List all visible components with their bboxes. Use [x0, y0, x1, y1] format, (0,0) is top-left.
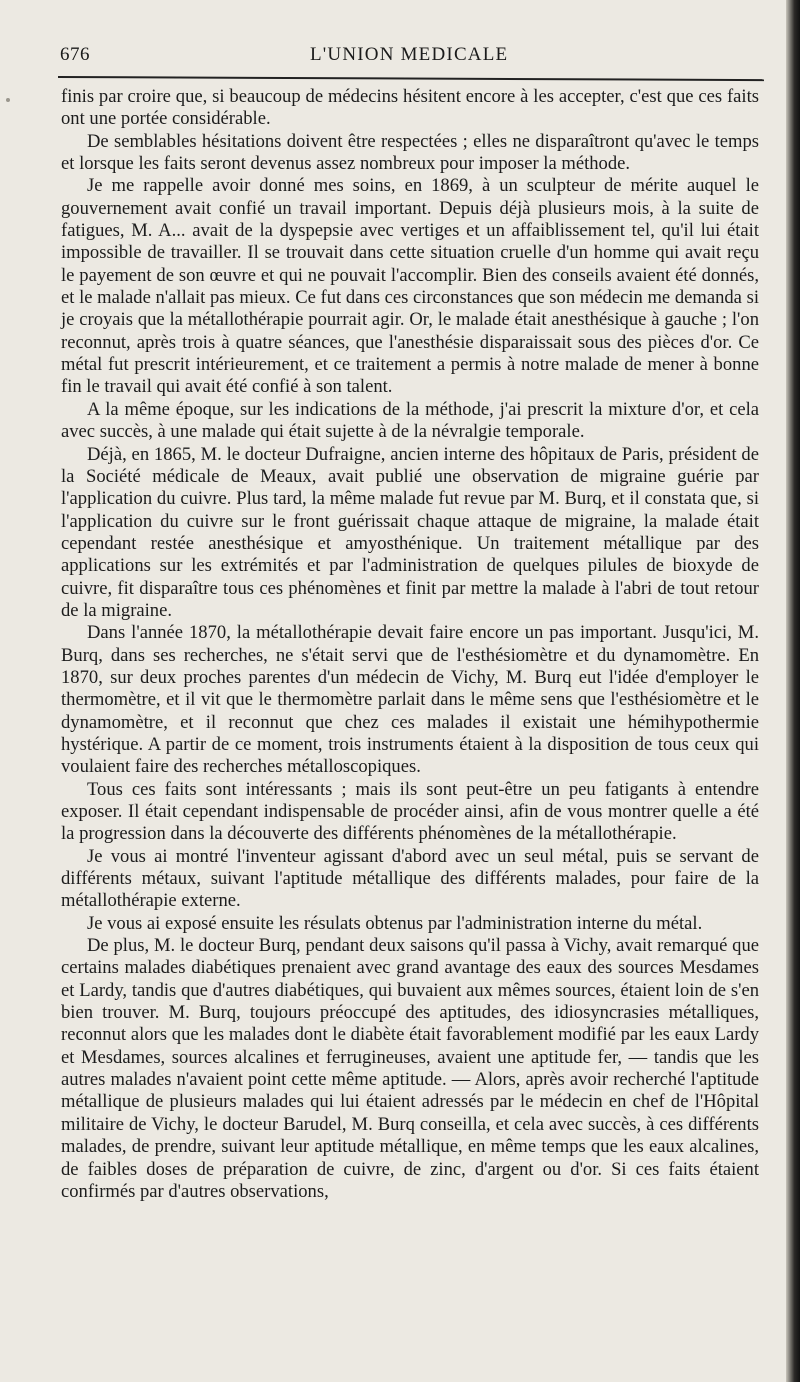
page-header: [58, 40, 768, 70]
paragraph: A la même époque, sur les indications de la méthode, j'ai prescrit la mixture d'or, et cela avec succès, à une malade qui était sujette à de la névralgie temporale.: [61, 398, 759, 443]
paragraph: De semblables hésitations doivent être respectées ; elles ne disparaîtront qu'avec le temps et lorsque les faits seront devenus assez nombreux pour imposer la méthode.: [61, 130, 759, 175]
paragraph: De plus, M. le docteur Burq, pendant deux saisons qu'il passa à Vichy, avait remarqué que certains malades diabétiques prenaient avec grand avantage des eaux des sources Mesdames et Lardy, tandis que d'autres diabétiques, qui buvaient aux mêmes sources, étaient loin de s'en bien trouver. M. Burq, toujours préoccupé des aptitudes, des idiosyncrasies métalliques, reconnut alors que les malades dont le diabète était favorablement modifié par les eaux Lardy et Mesdames, sources alcalines et ferrugineuses, avaient une aptitude fer, — tandis que les autres malades n'avaient point cette même aptitude. — Alors, après avoir recherché l'aptitude métallique de plusieurs malades qui lui étaient adressés par le médecin en chef de l'Hôpital militaire de Vichy, le docteur Barudel, M. Burq conseilla, et cela avec succès, à ces différents malades, de prendre, suivant leur aptitude métallique, en même temps que les eaux alcalines, de faibles doses de préparation de cuivre, de zinc, d'argent ou d'or. Si ces faits étaient confirmés par d'autres observations,: [61, 935, 759, 1202]
paragraph: Tous ces faits sont intéressants ; mais ils sont peut-être un peu fatigants à entendre exposer. Il était cependant indispensable de procéder ainsi, afin de vous montrer quelle a été la progression dans la découverte des différents phénomènes de la métallothérapie.: [61, 778, 759, 845]
header-rule: [58, 76, 764, 81]
paragraph: finis par croire que, si beaucoup de médecins hésitent encore à les accepter, c'est que ces faits ont une portée considérable.: [61, 86, 759, 130]
paragraph: Dans l'année 1870, la métallothérapie devait faire encore un pas important. Jusqu'ici, M. Burq, dans ses recherches, ne s'était servi que de l'esthésiomètre et du dynamomètre. En 1870, sur deux proches parentes d'un médecin de Vichy, M. Burq eut l'idée d'employer le thermomètre, et il vit que le thermomètre parlait dans le même sens que l'esthésiomètre et le dynamomètre, et il reconnut que chez ces malades il existait une hémihypothermie hystérique. A partir de ce moment, trois instruments étaient à la disposition de tous ceux qui voulaient faire des recherches métalloscopiques.: [61, 622, 759, 778]
paragraph: Je vous ai exposé ensuite les résulats obtenus par l'administration interne du métal.: [87, 912, 703, 934]
book-spine-edge: [786, 0, 800, 1382]
paragraph: Déjà, en 1865, M. le docteur Dufraigne, ancien interne des hôpitaux de Paris, président de la Société médicale de Meaux, avait publié une observation de migraine guérie par l'application du cuivre. Plus tard, la même malade fut revue par M. Burq, et il constata que, si l'application du cuivre sur le front guérissait chaque attaque de migraine, la malade était cependant restée anesthésique et amyosthénique. Un traitement métallique par des applications sur les extrémités et par l'administration de quelques pilules de bioxyde de cuivre, fit disparaître tous ces phénomènes et finit par mettre la malade à l'abri de tout retour de la migraine.: [61, 443, 759, 621]
body-text: [61, 86, 759, 1203]
page-blemish: [6, 98, 10, 102]
paragraph: Je vous ai montré l'inventeur agissant d'abord avec un seul métal, puis se servant de différents métaux, suivant l'aptitude métallique des différents malades, pour faire de la métallothérapie externe.: [61, 845, 759, 912]
running-title: L'UNION MEDICALE: [310, 44, 509, 65]
page-number: 676: [60, 44, 90, 65]
paragraph: Je me rappelle avoir donné mes soins, en 1869, à un sculpteur de mérite auquel le gouvernement avait confié un travail important. Depuis déjà plusieurs mois, à la suite de fatigues, M. A... avait de la dyspepsie avec vertiges et un affaiblissement tel, qu'il lui était impossible de travailler. Il se trouvait dans cette situation cruelle d'un homme qui avait reçu le payement de son œuvre et qui ne pouvait l'accomplir. Bien des conseils avaient été donnés, et le malade n'allait pas mieux. Ce fut dans ces circonstances que son médecin me demanda si je croyais que la métallothérapie pourrait agir. Or, le malade était anesthésique à gauche ; l'on reconnut, après trois à quatre séances, que l'anesthésie disparaissait sous des pièces d'or. Ce métal fut prescrit intérieurement, et ce traitement a permis à notre malade de mener à bonne fin le travail qui avait été confié à son talent.: [61, 175, 759, 398]
